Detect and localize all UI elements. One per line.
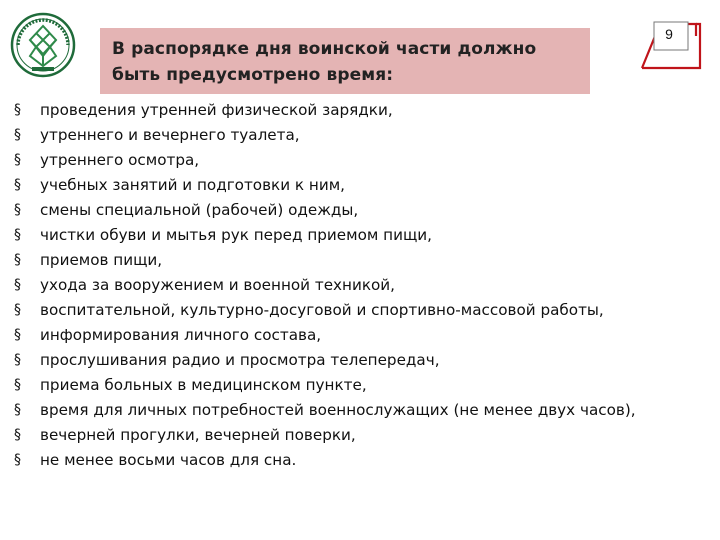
list-item-text: информирования личного состава, (40, 326, 322, 344)
bullet-icon: § (14, 252, 21, 268)
list-item (14, 273, 704, 298)
bullet-icon: § (14, 177, 21, 193)
list-item (14, 298, 704, 323)
list-item-text: утреннего и вечернего туалета, (40, 126, 300, 144)
list-item (14, 323, 704, 348)
list-item-text: приемов пищи, (40, 251, 163, 269)
slide-title-line-2: быть предусмотрено время: (112, 65, 394, 85)
page-number: 9 (665, 26, 673, 42)
list-item (14, 173, 704, 198)
list-item (14, 123, 704, 148)
bullet-icon: § (14, 127, 21, 143)
list-item (14, 198, 704, 223)
list-item-text: вечерней прогулки, вечерней поверки, (40, 426, 356, 444)
list-item-text: чистки обуви и мытья рук перед приемом пищи, (40, 226, 432, 244)
list-item (14, 98, 704, 123)
bullet-icon: § (14, 402, 21, 418)
bullet-icon: § (14, 377, 21, 393)
bullet-icon: § (14, 202, 21, 218)
list-item (14, 223, 704, 248)
list-item (14, 448, 704, 473)
bullet-icon: § (14, 277, 21, 293)
list-item (14, 248, 704, 273)
list-item-text: воспитательной, культурно-досуговой и спортивно-массовой работы, (40, 301, 604, 319)
bullet-icon: § (14, 302, 21, 318)
bullet-icon: § (14, 102, 21, 118)
list-item-text: прослушивания радио и просмотра телепередач, (40, 351, 440, 369)
bullet-icon: § (14, 152, 21, 168)
page-number-badge (628, 16, 710, 78)
list-item (14, 148, 704, 173)
list-item-text: утреннего осмотра, (40, 151, 200, 169)
list-item-text: смены специальной (рабочей) одежды, (40, 201, 359, 219)
list-item (14, 398, 704, 423)
slide-title-line-1: В распорядке дня воинской части должно (112, 39, 537, 59)
emblem-logo-icon (10, 12, 76, 78)
list-item (14, 423, 704, 448)
bullet-icon: § (14, 427, 21, 443)
list-item (14, 373, 704, 398)
list-item-text: учебных занятий и подготовки к ним, (40, 176, 346, 194)
bullet-icon: § (14, 452, 21, 468)
bullet-icon: § (14, 352, 21, 368)
list-item-text: время для личных потребностей военнослужащих (не менее двух часов), (40, 401, 636, 419)
list-item-text: проведения утренней физической зарядки, (40, 101, 393, 119)
slide-title (100, 28, 590, 94)
bullet-icon: § (14, 227, 21, 243)
list-item (14, 348, 704, 373)
bullet-icon: § (14, 327, 21, 343)
list-item-text: приема больных в медицинском пункте, (40, 376, 367, 394)
list-item-text: не менее восьми часов для сна. (40, 451, 297, 469)
bullet-list (14, 98, 704, 473)
list-item-text: ухода за вооружением и военной техникой, (40, 276, 396, 294)
